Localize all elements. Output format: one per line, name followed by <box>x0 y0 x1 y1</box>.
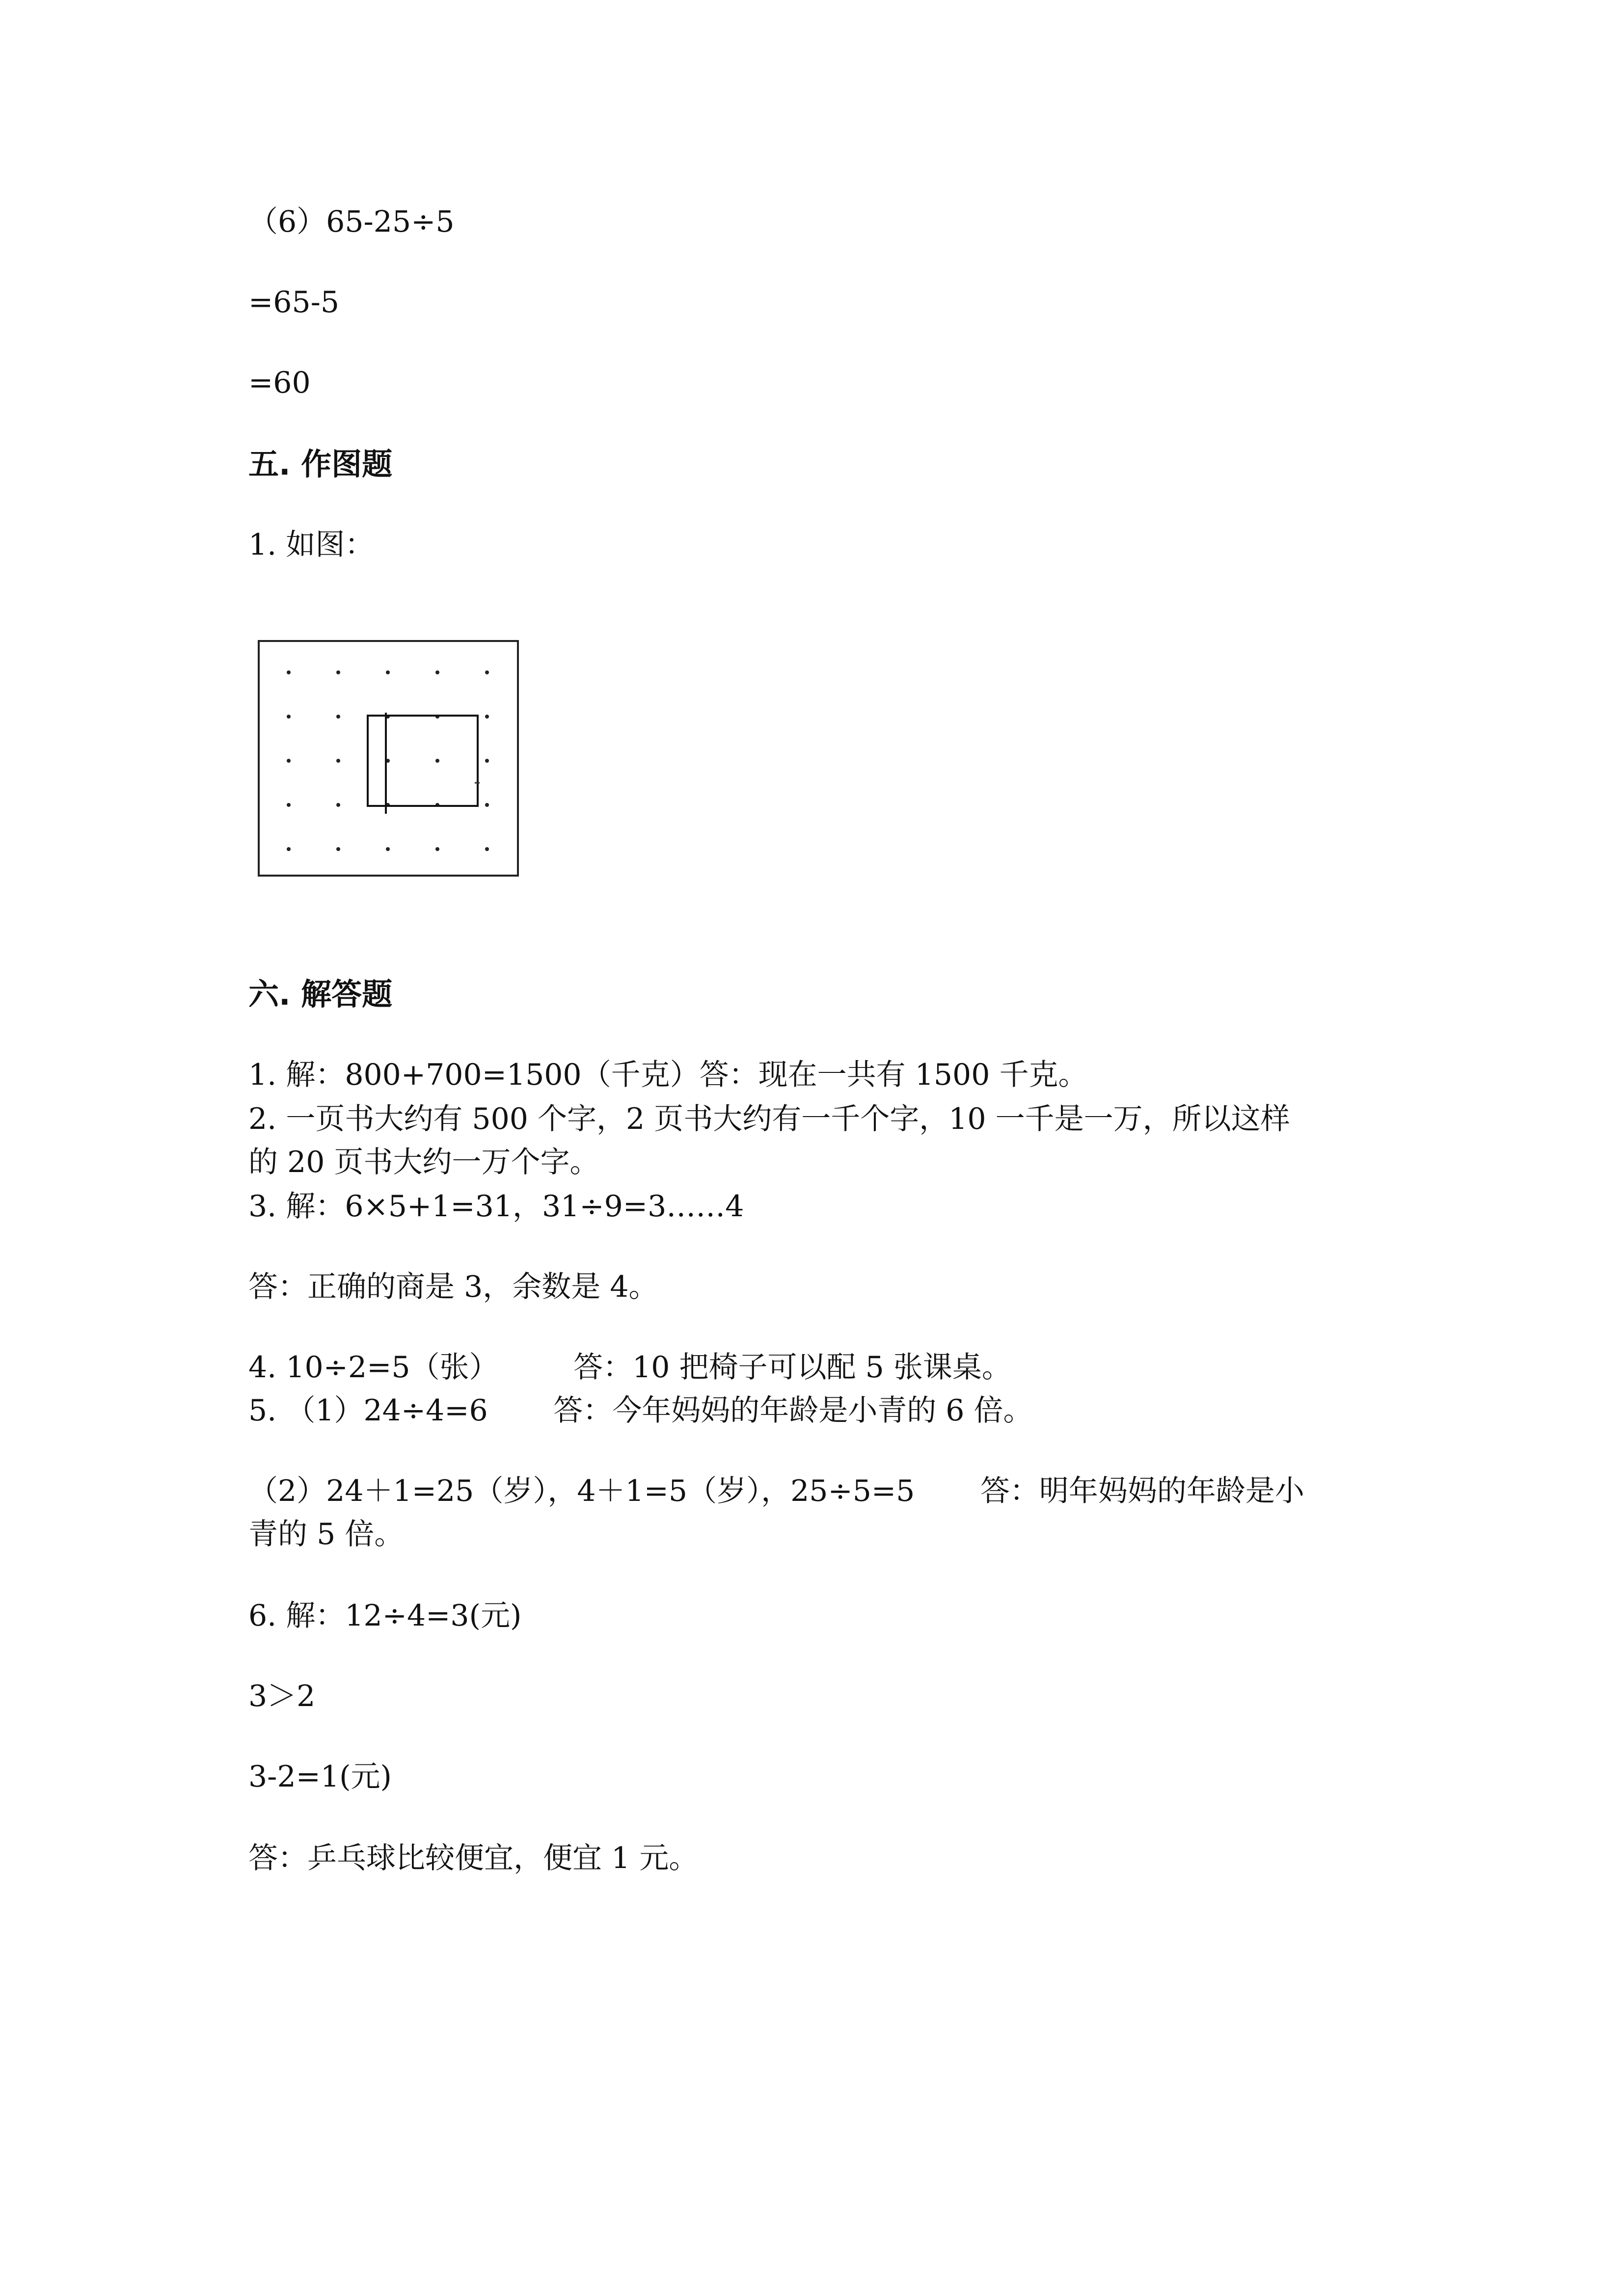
answer-line: 3＞2 <box>248 1679 316 1713</box>
answer-line: 答：正确的商是 3，余数是 4。 <box>248 1270 658 1304</box>
answer-line: 3-2=1(元) <box>248 1760 392 1794</box>
grid-dot <box>485 803 489 807</box>
grid-dot <box>435 847 439 851</box>
drawn-rectangle <box>368 716 478 806</box>
dot-grid-figure <box>258 640 519 877</box>
grid-dot <box>287 715 291 719</box>
grid-dot <box>336 759 340 763</box>
figure-frame <box>259 641 518 876</box>
grid-dot <box>485 670 489 674</box>
answer-line: 的 20 页书大约一万个字。 <box>248 1145 599 1179</box>
section6-heading: 六. 解答题 <box>248 976 393 1012</box>
answer-line: （2）24＋1=25（岁），4＋1=5（岁），25÷5=5 答：明年妈妈的年龄是小 <box>248 1474 1304 1508</box>
grid-dot <box>336 715 340 719</box>
calc6-expression: （6）65-25÷5 <box>248 205 455 239</box>
grid-dot <box>336 847 340 851</box>
grid-dot <box>386 670 390 674</box>
answer-line: 青的 5 倍。 <box>248 1517 404 1551</box>
grid-dot <box>485 847 489 851</box>
answer-line: 答：乒乓球比较便宜，便宜 1 元。 <box>248 1841 699 1875</box>
grid-dot <box>336 803 340 807</box>
section5-q1-label: 1. 如图： <box>248 528 375 562</box>
grid-dot <box>435 670 439 674</box>
grid-dot <box>485 715 489 719</box>
answer-line: 4. 10÷2=5（张） 答：10 把椅子可以配 5 张课桌。 <box>248 1350 1011 1385</box>
answer-line: 3. 解：6×5+1=31，31÷9=3……4 <box>248 1189 744 1224</box>
section5-heading: 五. 作图题 <box>248 446 393 482</box>
grid-dots <box>287 670 489 851</box>
answer-line: 2. 一页书大约有 500 个字，2 页书大约有一千个字，10 一千是一万，所以这样 <box>248 1102 1290 1136</box>
grid-dot <box>336 670 340 674</box>
grid-dot <box>287 803 291 807</box>
grid-dot <box>386 847 390 851</box>
grid-dot <box>287 847 291 851</box>
grid-dot <box>485 759 489 763</box>
calc6-step-2: =60 <box>248 366 311 400</box>
grid-dot <box>435 759 439 763</box>
calc6-step-1: =65-5 <box>248 285 340 320</box>
answer-line: 1. 解：800+700=1500（千克）答：现在一共有 1500 千克。 <box>248 1058 1088 1092</box>
grid-dot <box>287 759 291 763</box>
answer-line: 6. 解：12÷4=3(元) <box>248 1599 522 1633</box>
answer-line: 5. （1）24÷4=6 答：今年妈妈的年龄是小青的 6 倍。 <box>248 1393 1033 1428</box>
grid-dot <box>287 670 291 674</box>
